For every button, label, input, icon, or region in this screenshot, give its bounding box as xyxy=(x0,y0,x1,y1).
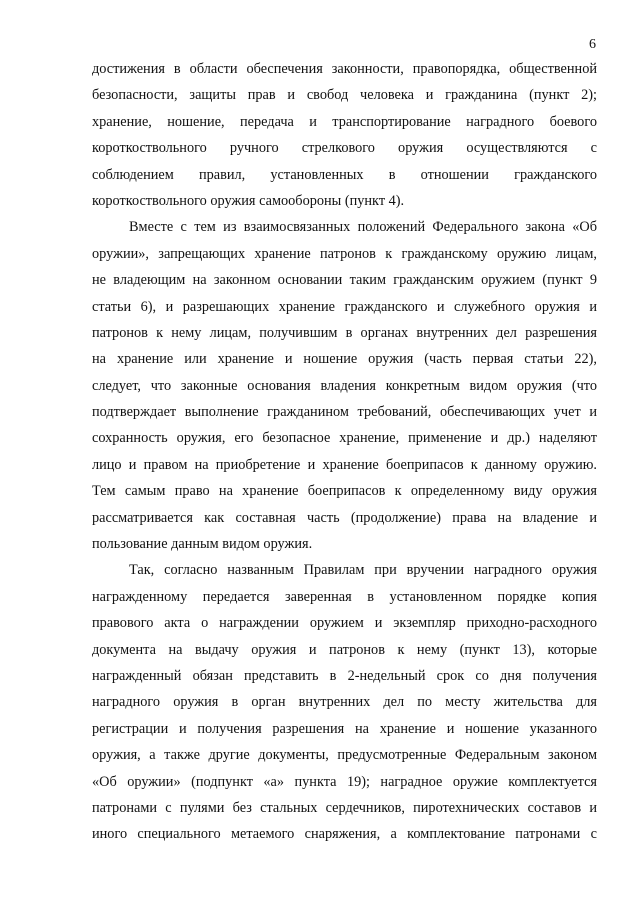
body-text xyxy=(92,56,597,848)
text-line: документа на выдачу оружия и патронов к нему (пункт 13), которые xyxy=(92,641,597,658)
text-line: Вместе с тем из взаимосвязанных положений Федерального закона «Об xyxy=(129,219,597,236)
text-line: награжденному передается заверенная в установленном порядке копия xyxy=(92,588,597,605)
text-line: короткоствольного ручного стрелкового оружия осуществляются с xyxy=(92,140,597,157)
text-line: не владеющим на законном основании таким гражданским оружием (пункт 9 xyxy=(92,272,597,289)
text-line: короткоствольного оружия самообороны (пункт 4). xyxy=(92,192,405,209)
text-line: на хранение или хранение и ношение оружия (часть первая статьи 22), xyxy=(92,351,597,368)
text-line: Тем самым право на хранение боеприпасов к определенному виду оружия xyxy=(92,483,597,500)
text-line: патронов к нему лицам, получившим в органах внутренних дел разрешения xyxy=(92,324,597,341)
text-line: оружии», запрещающих хранение патронов к гражданскому оружию лицам, xyxy=(92,245,597,262)
text-line: регистрации и получения разрешения на хранение и ношение указанного xyxy=(92,720,597,737)
text-line: награжденный обязан представить в 2-недельный срок со дня получения xyxy=(92,667,597,684)
text-line: безопасности, защиты прав и свобод человека и гражданина (пункт 2); xyxy=(92,87,597,104)
text-line: сохранность оружия, его безопасное хранение, применение и др.) наделяют xyxy=(92,430,597,447)
text-line: следует, что законные основания владения конкретным видом оружия (что xyxy=(92,377,597,394)
text-line: наградного оружия в орган внутренних дел по месту жительства для xyxy=(92,694,597,711)
text-line: Так, согласно названным Правилам при вручении наградного оружия xyxy=(129,562,597,579)
text-line: иного специального метаемого снаряжения, а комплектование патронами с xyxy=(92,826,597,843)
text-line: подтверждает выполнение гражданином требований, обеспечивающих учет и xyxy=(92,404,597,421)
text-line: правового акта о награждении оружием и экземпляр приходно-расходного xyxy=(92,615,597,632)
text-line: хранение, ношение, передача и транспортирование наградного боевого xyxy=(92,113,597,130)
page-number: 6 xyxy=(589,37,596,52)
text-line: лицо и правом на приобретение и хранение боеприпасов к данному оружию. xyxy=(92,456,597,473)
text-line: рассматривается как составная часть (продолжение) права на владение и xyxy=(92,509,597,526)
text-line: соблюдением правил, установленных в отношении гражданского xyxy=(92,166,597,183)
text-line: оружия, а также другие документы, предусмотренные Федеральным законом xyxy=(92,747,597,764)
text-line: достижения в области обеспечения законности, правопорядка, общественной xyxy=(92,61,597,77)
text-line: статьи 6), и разрешающих хранение гражданского и служебного оружия и xyxy=(92,298,597,315)
text-line: патронами с пулями без стальных сердечников, пиротехнических составов и xyxy=(92,799,597,816)
text-line: «Об оружии» (подпункт «а» пункта 19); наградное оружие комплектуется xyxy=(92,773,597,790)
text-line: пользование данным видом оружия. xyxy=(92,536,313,553)
